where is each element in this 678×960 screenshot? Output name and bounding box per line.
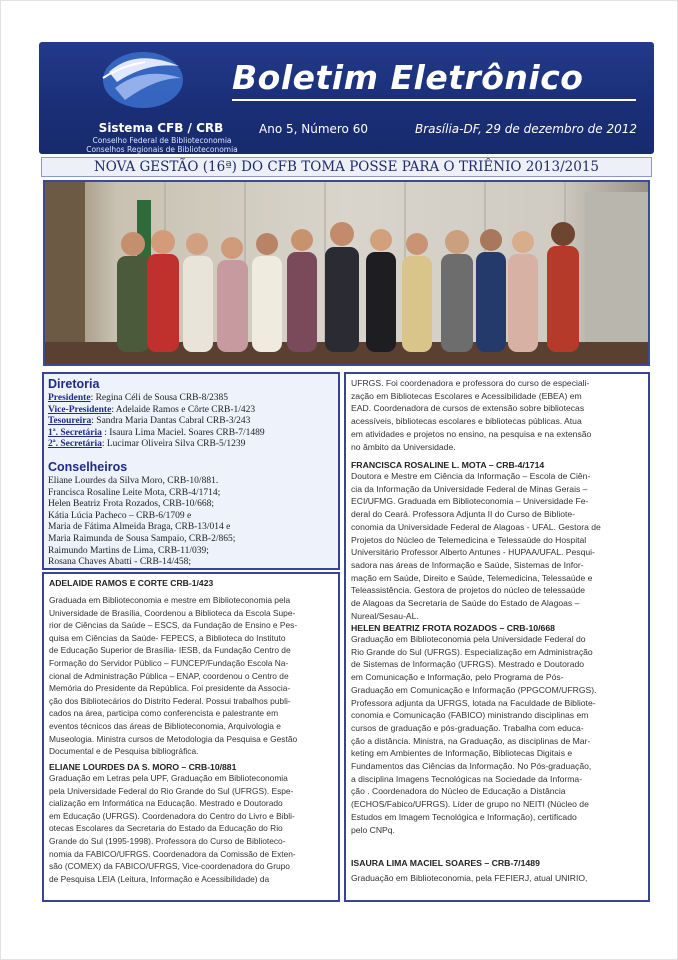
list-item: Kátia Lúcia Pacheco – CRB-6/1709 e bbox=[48, 510, 192, 521]
article-isaura bbox=[351, 858, 645, 885]
article-helen bbox=[351, 623, 645, 836]
article-title: HELEN BEATRIZ FROTA ROZADOS – CRB-10/668 bbox=[351, 623, 556, 633]
article-francisca bbox=[351, 460, 645, 622]
list-item: Rosana Chaves Abatti - CRB-14/458; bbox=[48, 557, 192, 568]
diretoria-role: 1ª. Secretária : Isaura Lima Maciel. Soares CRB-7/1489 bbox=[48, 427, 265, 438]
list-item: Eliane Lourdes da Silva Moro, CRB-10/881. bbox=[48, 476, 219, 486]
diretoria-role: Vice-Presidente: Adelaide Ramos e Côrte CRB-1/423 bbox=[48, 404, 256, 415]
article-body: Graduação em Biblioteconomia, pela FEFIERJ, atual UNIRIO, bbox=[351, 873, 588, 883]
article-adelaide bbox=[49, 578, 337, 758]
article-body: Doutora e Mestre em Ciência da Informação – Escola de Ciên- cia da Informação da Universidade Federal de Minas Gerais – ECI/UFMG. Graduada em Biblioteconomia – Universidade Fe- deral do Ceará. Professora Adjunta II do Curso de Bibliote- conomia da Universidade Federal de Alagoas - UFAL. Gestora de Projetos do Núcleo de Telemedicina e Telessaúde do Hospital Universitário Professor Alberto Antunes - HUPAA/UFAL. Pesqui- sadora nas áreas de Informação e Saúde, Sistemas de Infor- mação em Saúde, Direito e Saúde, Telemedicina, Telessaúde e Teleassistência. Gestora de projetos do núcleo de telessaúde de Alagoas da Secretaria de Saúde do Estado de Alagoas – Nureal/Sesau-AL. bbox=[351, 471, 601, 621]
article-title: ELIANE LOURDES DA S. MORO – CRB-10/881 bbox=[49, 762, 237, 772]
article-body: Graduada em Biblioteconomia e mestre em Biblioteconomia pela Universidade de Brasília, Coordenou a Biblioteca da Escola Supe- rior de Ciências da Saúde – ESCS, da Fundação de Ensino e Pes- quisa em Ciências da Saúde- FEPECS, a Biblioteca do Instituto de Educação Superior de Brasília- IESB, da Fundação Centro de Formação do Servidor Público – FUNCEP/Fundação Escola Na- cional de Administração Pública – ENAP, coordenou o Centro de Memória do Presidente da República. Foi presidente da Associa- ção dos Bibliotecários do Distrito Federal. Possui trabalhos publi- cados na área, participa como conferencista e palestrante em eventos técnicos das áreas de Biblioteconomia, Arquivologia e Museologia. Ministra cursos de Metodologia da Pesquisa e Gestão Documental e de Pesquisa bibliográfica. bbox=[49, 595, 298, 757]
list-item: Maria Raimunda de Sousa Sampaio, CRB-2/865; bbox=[48, 533, 236, 544]
headline: NOVA GESTÃO (16ª) DO CFB TOMA POSSE PARA O TRIÊNIO 2013/2015 bbox=[41, 157, 652, 177]
system-line-2: Conselhos Regionais de Biblioteconomia bbox=[86, 145, 238, 154]
group-photo-illustration bbox=[45, 182, 648, 364]
issue-number: Ano 5, Número 60 bbox=[259, 122, 368, 136]
title-underline bbox=[232, 99, 636, 101]
diretoria-heading: Diretoria bbox=[48, 377, 100, 391]
diretoria-role: Tesoureira: Sandra Maria Dantas Cabral CRB-3/243 bbox=[48, 416, 251, 427]
diretoria-role: 2ª. Secretária: Lucimar Oliveira Silva CRB-5/1239 bbox=[48, 439, 246, 450]
article-title: ADELAIDE RAMOS E CORTE CRB-1/423 bbox=[49, 578, 214, 588]
right-articles-box bbox=[344, 372, 650, 902]
article-eliane bbox=[49, 762, 337, 885]
article-body: Graduação em Letras pela UPF, Graduação em Biblioteconomia pela Universidade Federal do Rio Grande do Sul (UFRGS). Espe- cialização em Informática na Educação. Mestrado e Doutorado em Educação (UFRGS). Coordenadora do Centro do Livro e Bibli- otecas Escolares da Secretaria do Estado da Educação do Rio Grande do Sul (1995-1998). Professora do Curso de Biblioteco- nomia da FABICO/UFRGS. Coordenadora da Comissão de Exten- são (COMEX) da FABICO/UFRGS, Vice-coordenadora do Grupo de Pesquisa LEIA (Leitura, Informação e Acessibilidade) da bbox=[49, 773, 296, 884]
list-item: Helen Beatriz Frota Rozados, CRB-10/668; bbox=[48, 499, 214, 510]
newsletter-title: Boletim Eletrônico bbox=[232, 58, 584, 97]
system-name: Sistema CFB / CRB bbox=[98, 121, 224, 135]
dateline: Brasília-DF, 29 de dezembro de 2012 bbox=[415, 122, 638, 136]
conselheiros-heading: Conselheiros bbox=[48, 460, 128, 474]
diretoria-role: Presidente: Regina Céli de Sousa CRB-8/2385 bbox=[48, 393, 229, 403]
list-item: Raimundo Martins de Lima, CRB-11/039; bbox=[48, 545, 209, 556]
article-eliane-continued: UFRGS. Foi coordenadora e professora do curso de especiali- zação em Bibliotecas Escolares e Acessibilidade (EBEA) em EAD. Coordenadora de cursos de extensão sobre bibliotecas acessíveis, bibliotecas escolares e bibliotecas públicas. Atua em atividades e projetos no ensino, na pesquisa e na extensão no âmbito da Universidade. bbox=[351, 378, 592, 452]
article-title: ISAURA LIMA MACIEL SOARES – CRB-7/1489 bbox=[351, 858, 540, 868]
group-photo bbox=[43, 180, 650, 366]
article-title: FRANCISCA ROSALINE L. MOTA – CRB-4/1714 bbox=[351, 460, 545, 470]
list-item: Maria de Fátima Almeida Braga, CRB-13/014 e bbox=[48, 522, 231, 533]
diretoria-list bbox=[48, 393, 336, 451]
article-body: Graduação em Biblioteconomia pela Universidade Federal do Rio Grande do Sul (UFRGS). Especialização em Administração de Sistemas de Informação (UFRGS). Mestrado e Doutorado em Comunicação e Informação, pelo Programa de Pós- Graduação em Comunicação e Informação (PPGCOM/UFRGS). Professora adjunta da UFRGS, lotada na Faculdade de Bibliote- conomia e Comunicação (FABICO) ministrando disciplinas em cursos de graduação e pós-graduação. Trabalha com educa- ção a distância. Ministra, na Graduação, as disciplinas de Mar- keting em Ambientes de Informação, Bibliotecas Digitais e Fundamentos das Ciências da Informação. No Pós-graduação, a disciplina Imagens Tecnológicas na Sociedade da Informa- ção . Coordenadora do Núcleo de Educação a Distância (ECHOS/Fabico/UFRGS). Líder de grupo no NEITI (Núcleo de Estudos em Imagem Tecnológica e Informação), certificado pelo CNPq. bbox=[351, 634, 597, 835]
diretoria-box bbox=[42, 372, 340, 570]
list-item: Francisca Rosaline Leite Mota, CRB-4/1714; bbox=[48, 487, 221, 498]
cfb-logo-icon bbox=[95, 48, 185, 110]
conselheiros-list bbox=[48, 476, 336, 569]
system-line-1: Conselho Federal de Biblioteconomia bbox=[92, 136, 232, 145]
left-articles-box bbox=[42, 572, 340, 902]
